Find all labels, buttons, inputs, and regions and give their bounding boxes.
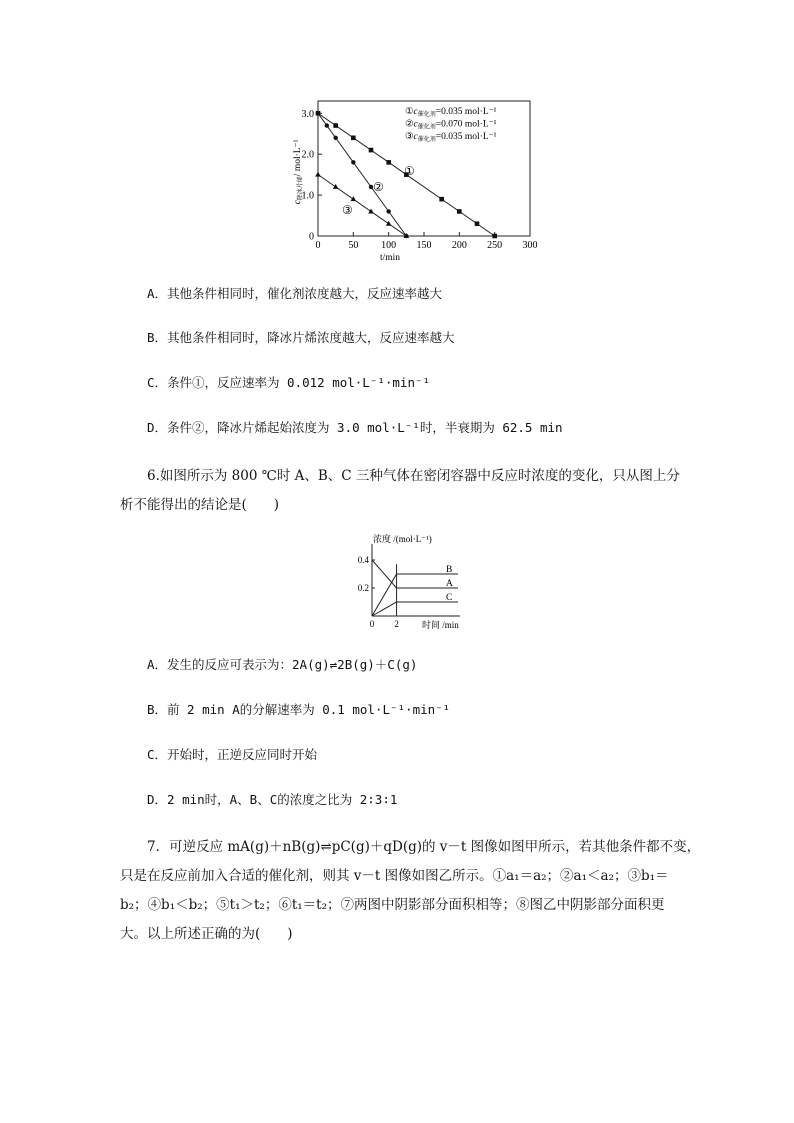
x-tick-label: 200	[451, 240, 467, 251]
x-tick-label: 0	[369, 619, 375, 629]
data-point-triangle	[315, 172, 321, 177]
q7-line2: 只是在反应前加入合适的催化剂，则其 v－t 图像如图乙所示。①a₁＝a₂；②a₁＜a₂；③b₁＝	[120, 868, 669, 884]
x-tick-label: 250	[487, 240, 503, 251]
q6-stem-line2: 析不能得出的结论是( )	[120, 497, 280, 513]
legend-entry: $③c_{催化剂}=0.035$ mol·L⁻¹	[405, 132, 497, 143]
legend-entry: $②c_{催化剂}=0.070$ mol·L⁻¹	[405, 119, 497, 131]
line-label-1: ①	[404, 164, 415, 178]
q6-stem-line1: 6.如图所示为 800 ℃时 A、B、C 三种气体在密闭容器中反应时浓度的变化，只从图上分	[147, 468, 680, 484]
data-point-square	[475, 221, 480, 226]
data-point-square	[333, 123, 338, 128]
q6-option-a: A．发生的反应可表示为：2A(g)⇌2B(g)＋C(g)	[147, 657, 418, 672]
curve-label-B: B	[446, 565, 453, 575]
data-point-triangle	[333, 184, 339, 189]
y-tick-label: 0.4	[357, 555, 369, 565]
x-tick-label: 150	[416, 240, 432, 251]
q7-line3: b₂；④b₁＜b₂；⑤t₁＞t₂；⑥t₁＝t₂；⑦两图中阴影部分面积相等；⑧图乙中阴影部分面积更	[120, 897, 665, 913]
data-point-square	[386, 160, 391, 165]
data-point-triangle	[386, 221, 392, 226]
y-tick-label: 0.2	[357, 583, 369, 593]
x-tick-label: 100	[381, 240, 397, 251]
data-point-triangle	[368, 208, 374, 213]
x-tick-label: 300	[522, 240, 538, 251]
data-point-square	[351, 136, 356, 141]
y-tick-label: 1.0	[301, 190, 314, 202]
curve-label-C: C	[446, 593, 453, 603]
x-tick-label: 2	[394, 619, 399, 629]
data-point-circle	[325, 123, 329, 127]
y-tick-label: 2.0	[301, 149, 314, 161]
q7-line4: 大。以上所述正确的为( )	[120, 926, 293, 942]
curve-C	[372, 602, 458, 616]
x-tick-label: 0	[315, 240, 321, 251]
y-tick-label: 0	[309, 231, 314, 243]
q7-line1: 7．可逆反应 mA(g)＋nB(g)⇌pC(g)＋qD(g)的 v－t 图像如图甲所示，若其他条件都不变，	[147, 839, 701, 855]
line-label-2: ②	[373, 180, 384, 194]
reaction-rate-chart	[290, 96, 550, 264]
q6-option-b: B．前 2 min A的分解速率为 0.1 mol·L⁻¹·min⁻¹	[147, 702, 451, 717]
fig2-y-axis-label: 浓度 /(mol·L⁻¹)	[373, 534, 432, 544]
legend-entry: $①c_{催化剂}=0.035$ mol·L⁻¹	[405, 107, 497, 118]
series-line-3	[318, 175, 406, 236]
data-point-square	[457, 209, 462, 214]
data-point-circle	[351, 160, 355, 164]
q6-option-c: C．开始时，正逆反应同时开始	[147, 747, 318, 762]
q5-option-b: B．其他条件相同时，降冰片烯浓度越大，反应速率越大	[147, 330, 455, 345]
fig2-x-axis-label: 时间 /min	[422, 620, 459, 630]
y-tick-label: 3.0	[301, 108, 314, 120]
data-point-triangle	[351, 196, 357, 201]
data-point-circle	[333, 136, 337, 140]
data-point-square	[492, 234, 497, 239]
concentration-time-chart	[350, 532, 475, 634]
data-point-circle	[386, 209, 390, 213]
x-tick-label: 50	[348, 240, 359, 251]
q5-option-c: C．条件①，反应速率为 0.012 mol·L⁻¹·min⁻¹	[147, 375, 431, 390]
line-label-3: ③	[342, 203, 353, 217]
series-line-2	[318, 113, 406, 236]
q6-option-d: D．2 min时，A、B、C的浓度之比为 2∶3∶1	[147, 792, 398, 807]
data-point-circle	[316, 111, 320, 115]
curve-label-A: A	[446, 579, 453, 589]
data-point-square	[369, 148, 374, 153]
q5-option-d: D．条件②，降冰片烯起始浓度为 3.0 mol·L⁻¹时，半衰期为 62.5 min	[147, 420, 563, 435]
data-point-square	[439, 197, 444, 202]
y-axis-label: $c_{降冰片烯}/$ mol·L⁻¹	[293, 139, 304, 205]
x-axis-label: t/min	[379, 253, 401, 263]
q5-option-a: A．其他条件相同时，催化剂浓度越大，反应速率越大	[147, 286, 443, 301]
